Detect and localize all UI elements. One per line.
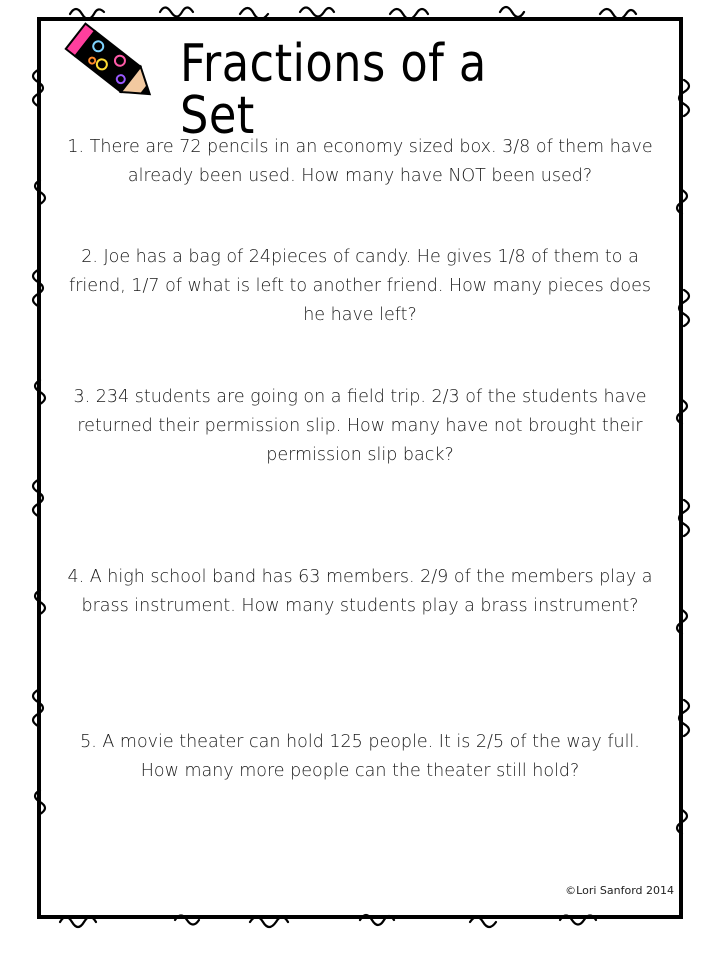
page-title: Fractions of a Set bbox=[180, 34, 487, 146]
problem-1: 1. There are 72 pencils in an economy sized box. 3/8 of them have already been used. How many have NOT been used? bbox=[67, 137, 653, 186]
problem-2: 2. Joe has a bag of 24pieces of candy. He gives 1/8 of them to a friend, 1/7 of what is left to another friend. How many pieces does he have left? bbox=[69, 247, 651, 325]
problem-5: 5. A movie theater can hold 125 people. It is 2/5 of the way full. How many more people can the theater still hold? bbox=[80, 732, 640, 781]
copyright-credit: ©Lori Sanford 2014 bbox=[565, 884, 674, 897]
problem-4: 4. A high school band has 63 members. 2/9 of the members play a brass instrument. How many students play a brass instrument? bbox=[67, 567, 653, 616]
pencil-icon bbox=[58, 20, 168, 116]
problem-3: 3. 234 students are going on a field trip. 2/3 of the students have returned their permission slip. How many have not brought their permission slip back? bbox=[73, 387, 647, 465]
